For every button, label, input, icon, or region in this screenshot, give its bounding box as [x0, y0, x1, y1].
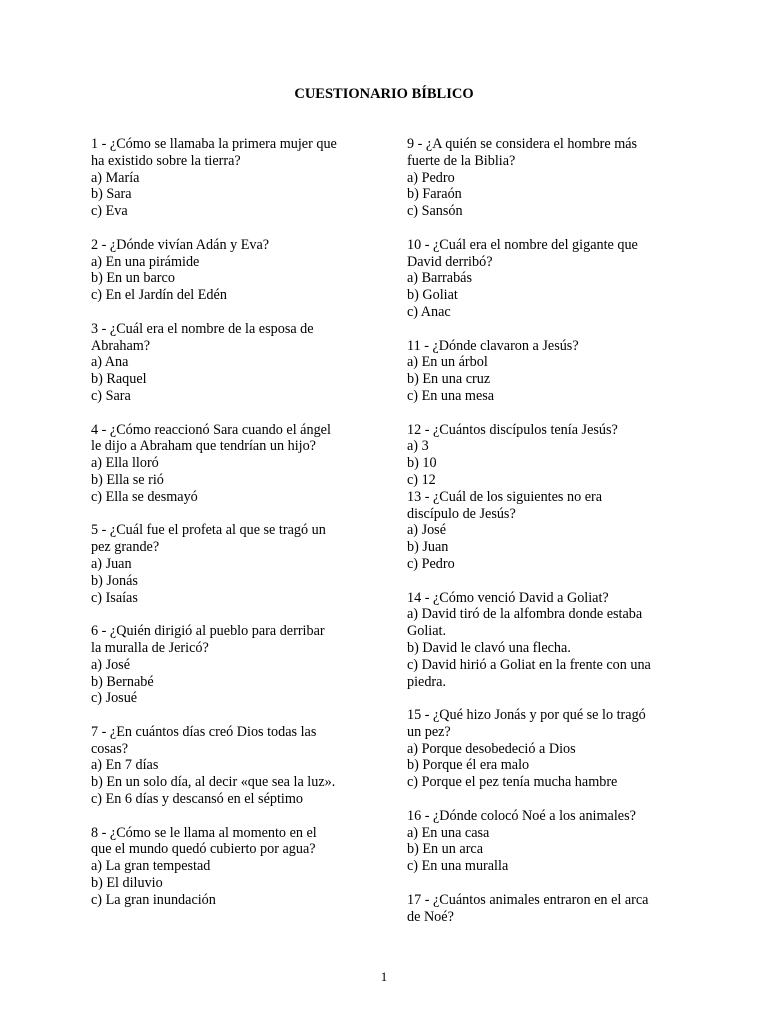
question-line: a) Porque desobedeció a Dios: [407, 740, 576, 757]
question-line: b) En un solo día, al decir «que sea la luz».: [91, 774, 336, 791]
question-line: b) Faraón: [407, 186, 462, 203]
question-block: [91, 623, 381, 707]
question-text: 6 - ¿Quién dirigió al pueblo para derribar: [91, 623, 325, 640]
question-block: [407, 590, 697, 691]
question-line: a) En una pirámide: [91, 253, 200, 270]
question-line: b) En un arca: [407, 841, 484, 858]
question-block: [91, 422, 381, 506]
question-line: la muralla de Jericó?: [91, 639, 209, 656]
question-line: c) En el Jardín del Edén: [91, 287, 227, 304]
question-line: c) Isaías: [91, 589, 138, 606]
question-line: Goliat.: [407, 623, 447, 640]
question-line: c) En 6 días y descansó en el séptimo: [91, 791, 303, 808]
left-question-column: [91, 136, 381, 909]
question-line: ha existido sobre la tierra?: [91, 152, 241, 169]
question-line: b) Goliat: [407, 287, 458, 304]
question-block: [407, 808, 697, 875]
question-line: a) En una casa: [407, 824, 490, 841]
question-block: [91, 724, 381, 808]
question-block: [91, 825, 381, 909]
question-text: 11 - ¿Dónde clavaron a Jesús?: [407, 337, 579, 354]
question-line: a) En 7 días: [91, 757, 159, 774]
question-text: 13 - ¿Cuál de los siguientes no era: [407, 488, 603, 505]
question-block: [407, 707, 697, 791]
question-text: 9 - ¿A quién se considera el hombre más: [407, 136, 638, 152]
question-block: [91, 522, 381, 606]
question-text: 15 - ¿Qué hizo Jonás y por qué se lo tragó: [407, 707, 646, 724]
question-text: 8 - ¿Cómo se le llama al momento en el: [91, 824, 317, 841]
question-line: b) Porque él era malo: [407, 757, 530, 774]
question-line: le dijo a Abraham que tendrían un hijo?: [91, 438, 316, 455]
question-block: [407, 136, 697, 220]
question-line: c) Sara: [91, 387, 131, 404]
question-block: [407, 892, 697, 926]
question-text: 17 - ¿Cuántos animales entraron en el arca: [407, 891, 649, 908]
question-block: [91, 321, 381, 405]
question-line: a) La gran tempestad: [91, 858, 211, 875]
question-line: c) Josué: [91, 690, 138, 707]
question-line: a) José: [91, 656, 131, 673]
question-line: de Noé?: [407, 908, 454, 925]
question-line: b) En un barco: [91, 270, 175, 287]
question-block: [407, 422, 697, 489]
question-text: 4 - ¿Cómo reaccionó Sara cuando el ángel: [91, 421, 331, 438]
question-line: b) Ella se rió: [91, 471, 164, 488]
question-block: [407, 338, 697, 405]
question-text: 14 - ¿Cómo venció David a Goliat?: [407, 589, 609, 606]
question-text: 12 - ¿Cuántos discípulos tenía Jesús?: [407, 421, 618, 438]
question-text: 3 - ¿Cuál era el nombre de la esposa de: [91, 320, 314, 337]
question-line: b) Jonás: [91, 572, 138, 589]
question-line: b) El diluvio: [91, 875, 163, 892]
question-text: 5 - ¿Cuál fue el profeta al que se tragó un: [91, 522, 326, 539]
question-line: b) En una cruz: [407, 371, 491, 388]
question-line: b) David le clavó una flecha.: [407, 639, 571, 656]
question-line: a) José: [407, 522, 447, 539]
question-line: b) 10: [407, 455, 437, 472]
question-line: c) La gran inundación: [91, 891, 216, 908]
question-line: c) Porque el pez tenía mucha hambre: [407, 774, 618, 791]
question-line: b) Bernabé: [91, 673, 154, 690]
question-block: [91, 237, 381, 304]
question-line: a) María: [91, 169, 140, 186]
question-line: un pez?: [407, 723, 451, 740]
question-line: c) Pedro: [407, 555, 455, 572]
question-line: piedra.: [407, 673, 446, 690]
question-block: [407, 237, 697, 321]
question-line: b) Sara: [91, 186, 132, 203]
question-line: c) Eva: [91, 203, 128, 220]
question-line: a) David tiró de la alfombra donde estaba: [407, 606, 643, 623]
document-title: CUESTIONARIO BÍBLICO: [294, 86, 474, 102]
question-line: a) Barrabás: [407, 270, 472, 287]
question-line: a) En un árbol: [407, 354, 488, 371]
question-text: 7 - ¿En cuántos días creó Dios todas las: [91, 723, 317, 740]
question-line: que el mundo quedó cubierto por agua?: [91, 841, 316, 858]
question-line: fuerte de la Biblia?: [407, 152, 516, 169]
question-line: c) En una muralla: [407, 858, 509, 875]
question-line: b) Raquel: [91, 371, 147, 388]
question-line: pez grande?: [91, 539, 160, 556]
question-line: a) Ella lloró: [91, 455, 159, 472]
question-line: David derribó?: [407, 253, 493, 270]
question-line: c) En una mesa: [407, 387, 495, 404]
question-block: [407, 489, 697, 573]
question-line: a) Pedro: [407, 169, 455, 186]
question-line: c) Sansón: [407, 203, 463, 220]
question-text: 2 - ¿Dónde vivían Adán y Eva?: [91, 236, 270, 253]
question-line: a) Juan: [91, 555, 132, 572]
question-text: 10 - ¿Cuál era el nombre del gigante que: [407, 236, 638, 253]
question-block: [91, 136, 381, 220]
right-question-column: [407, 136, 697, 925]
question-text: 16 - ¿Dónde colocó Noé a los animales?: [407, 807, 636, 824]
question-line: a) 3: [407, 438, 429, 455]
question-line: c) Anac: [407, 303, 451, 320]
question-line: discípulo de Jesús?: [407, 505, 516, 522]
question-line: c) David hirió a Goliat en la frente con una: [407, 656, 651, 673]
question-line: cosas?: [91, 740, 129, 757]
question-text: 1 - ¿Cómo se llamaba la primera mujer que: [91, 136, 337, 152]
question-line: a) Ana: [91, 354, 129, 371]
page-number: 1: [380, 969, 388, 984]
question-line: Abraham?: [91, 337, 151, 354]
question-line: c) 12: [407, 471, 436, 488]
question-line: c) Ella se desmayó: [91, 488, 198, 505]
question-line: b) Juan: [407, 539, 449, 556]
